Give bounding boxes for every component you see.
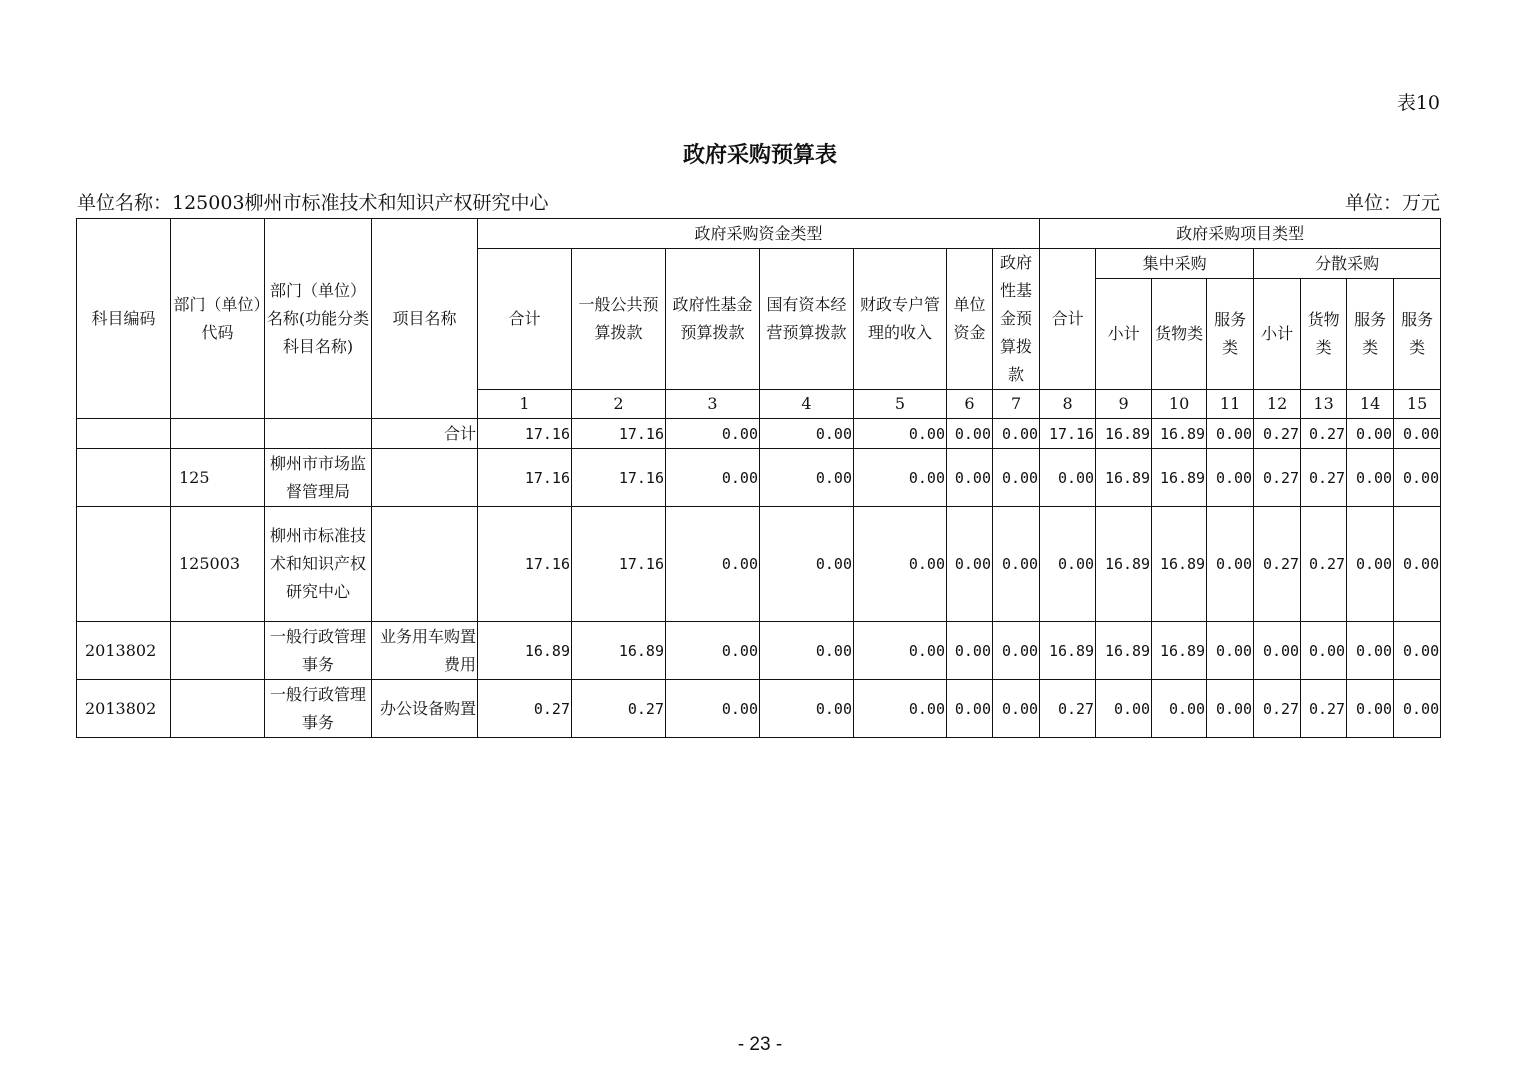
cell-value: 0.00: [1096, 680, 1152, 738]
cell-value: 0.00: [1207, 449, 1254, 507]
cell-value: 0.00: [947, 622, 993, 680]
cell-value: 0.00: [1207, 680, 1254, 738]
cell-value: 0.00: [993, 419, 1040, 449]
header-unit-fund: 单位资金: [947, 249, 993, 390]
cell-value: 0.00: [1394, 449, 1441, 507]
cell-value: 0.27: [572, 680, 666, 738]
cell-value: 17.16: [478, 507, 572, 622]
cell-value: 0.00: [1040, 449, 1096, 507]
procurement-budget-table: [76, 218, 1441, 738]
cell-value: 16.89: [478, 622, 572, 680]
header-centralized: 集中采购: [1096, 249, 1254, 279]
header-c-goods: 货物类: [1152, 279, 1207, 390]
cell-dept-code: [171, 419, 265, 449]
cell-value: 0.00: [1394, 419, 1441, 449]
col-number: 3: [666, 390, 760, 419]
cell-value: 0.00: [1347, 419, 1394, 449]
cell-value: 0.27: [1254, 507, 1301, 622]
table-row: [77, 507, 1441, 622]
cell-value: 0.00: [854, 680, 947, 738]
header-fund-total: 合计: [478, 249, 572, 390]
cell-subject-code: 2013802: [77, 622, 171, 680]
cell-value: 17.16: [572, 449, 666, 507]
header-d-service-1: 服务类: [1347, 279, 1394, 390]
cell-value: 0.00: [1152, 680, 1207, 738]
cell-value: 0.00: [666, 419, 760, 449]
cell-value: 0.00: [993, 449, 1040, 507]
cell-value: 0.00: [1207, 419, 1254, 449]
header-c-service: 服务类: [1207, 279, 1254, 390]
cell-value: 0.00: [854, 622, 947, 680]
header-state-capital: 国有资本经营预算拨款: [760, 249, 854, 390]
cell-project-name: 办公设备购置: [372, 680, 478, 738]
cell-value: 0.00: [760, 507, 854, 622]
cell-value: 0.27: [1301, 419, 1347, 449]
cell-value: 0.00: [947, 449, 993, 507]
header-fiscal-special: 财政专户管理的收入: [854, 249, 947, 390]
col-number: 10: [1152, 390, 1207, 419]
cell-value: 0.00: [1347, 507, 1394, 622]
cell-value: 0.00: [1207, 622, 1254, 680]
cell-value: 0.00: [993, 507, 1040, 622]
cell-value: 0.00: [854, 419, 947, 449]
cell-dept-name: 一般行政管理事务: [265, 680, 372, 738]
col-number: 13: [1301, 390, 1347, 419]
cell-value: 0.27: [1301, 449, 1347, 507]
col-number: 15: [1394, 390, 1441, 419]
cell-value: 0.00: [854, 449, 947, 507]
cell-dept-name: 一般行政管理事务: [265, 622, 372, 680]
col-number: 6: [947, 390, 993, 419]
header-general-budget: 一般公共预算拨款: [572, 249, 666, 390]
cell-value: 0.00: [1347, 680, 1394, 738]
col-number: 14: [1347, 390, 1394, 419]
cell-value: 16.89: [1152, 507, 1207, 622]
header-gov-fund-appropriation: 政府性基金预算拨款: [993, 249, 1040, 390]
cell-subject-code: 2013802: [77, 680, 171, 738]
cell-value: 0.00: [1394, 507, 1441, 622]
cell-dept-name: [265, 419, 372, 449]
col-number: 12: [1254, 390, 1301, 419]
cell-value: 0.00: [1347, 622, 1394, 680]
cell-value: 16.89: [1096, 622, 1152, 680]
cell-value: 16.89: [1152, 622, 1207, 680]
cell-value: 0.00: [947, 680, 993, 738]
cell-dept-code: 125: [171, 449, 265, 507]
col-number: 4: [760, 390, 854, 419]
cell-value: 17.16: [1040, 419, 1096, 449]
cell-value: 16.89: [1096, 419, 1152, 449]
cell-project-name: 业务用车购置费用: [372, 622, 478, 680]
cell-project-name: 合计: [372, 419, 478, 449]
cell-value: 0.00: [666, 622, 760, 680]
cell-subject-code: [77, 507, 171, 622]
cell-value: 16.89: [1152, 419, 1207, 449]
header-c-subtotal: 小计: [1096, 279, 1152, 390]
cell-value: 0.00: [947, 507, 993, 622]
cell-value: 0.00: [1347, 449, 1394, 507]
header-gov-fund-budget: 政府性基金预算拨款: [666, 249, 760, 390]
cell-value: 0.00: [666, 680, 760, 738]
cell-value: 0.00: [1394, 680, 1441, 738]
cell-value: 0.00: [1301, 622, 1347, 680]
unit-name: 单位名称：125003柳州市标准技术和知识产权研究中心: [77, 192, 549, 214]
cell-value: 0.00: [760, 449, 854, 507]
cell-value: 0.00: [666, 449, 760, 507]
cell-value: 0.00: [947, 419, 993, 449]
cell-value: 0.00: [854, 507, 947, 622]
cell-value: 0.27: [1040, 680, 1096, 738]
cell-value: 0.00: [1254, 622, 1301, 680]
header-d-goods: 货物类: [1301, 279, 1347, 390]
header-project-type-group: 政府采购项目类型: [1040, 219, 1441, 249]
col-number: 7: [993, 390, 1040, 419]
table-row: [77, 680, 1441, 738]
header-fund-type-group: 政府采购资金类型: [478, 219, 1040, 249]
table-row: [77, 449, 1441, 507]
header-project-name: 项目名称: [372, 219, 478, 419]
cell-project-name: [372, 449, 478, 507]
cell-value: 0.27: [1254, 449, 1301, 507]
cell-value: 0.00: [760, 419, 854, 449]
col-number: 11: [1207, 390, 1254, 419]
cell-value: 0.00: [1394, 622, 1441, 680]
cell-project-name: [372, 507, 478, 622]
cell-dept-code: [171, 622, 265, 680]
cell-value: 0.00: [666, 507, 760, 622]
table-body: [77, 419, 1441, 738]
cell-value: 17.16: [478, 419, 572, 449]
cell-value: 0.00: [760, 622, 854, 680]
header-subject-code: 科目编码: [77, 219, 171, 419]
page-number: - 23 -: [737, 1034, 783, 1055]
cell-value: 17.16: [572, 507, 666, 622]
col-number: 8: [1040, 390, 1096, 419]
cell-value: 0.27: [1301, 680, 1347, 738]
table-row: [77, 622, 1441, 680]
header-project-total: 合计: [1040, 249, 1096, 390]
col-number: 9: [1096, 390, 1152, 419]
header-d-service-2: 服务类: [1394, 279, 1441, 390]
cell-value: 0.00: [993, 622, 1040, 680]
table-number: 表10: [1396, 92, 1440, 114]
unit-measure: 单位：万元: [1344, 192, 1440, 214]
header-decentralized: 分散采购: [1254, 249, 1441, 279]
cell-value: 16.89: [1040, 622, 1096, 680]
page-title: 政府采购预算表: [682, 142, 837, 168]
table-row: [77, 419, 1441, 449]
cell-value: 0.00: [993, 680, 1040, 738]
cell-value: 0.27: [1301, 507, 1347, 622]
unit-info-row: [77, 188, 1440, 216]
header-dept-name: 部门（单位）名称(功能分类科目名称): [265, 219, 372, 419]
cell-value: 0.00: [760, 680, 854, 738]
cell-value: 0.27: [478, 680, 572, 738]
cell-value: 17.16: [478, 449, 572, 507]
cell-value: 0.00: [1040, 507, 1096, 622]
cell-dept-code: 125003: [171, 507, 265, 622]
cell-value: 0.27: [1254, 419, 1301, 449]
cell-subject-code: [77, 419, 171, 449]
header-d-subtotal: 小计: [1254, 279, 1301, 390]
cell-value: 16.89: [1096, 507, 1152, 622]
cell-subject-code: [77, 449, 171, 507]
cell-value: 16.89: [1096, 449, 1152, 507]
cell-value: 0.00: [1207, 507, 1254, 622]
cell-value: 16.89: [1152, 449, 1207, 507]
cell-dept-code: [171, 680, 265, 738]
col-number: 2: [572, 390, 666, 419]
col-number: 1: [478, 390, 572, 419]
col-number: 5: [854, 390, 947, 419]
header-dept-code: 部门（单位）代码: [171, 219, 265, 419]
cell-value: 17.16: [572, 419, 666, 449]
cell-dept-name: 柳州市标准技术和知识产权研究中心: [265, 507, 372, 622]
cell-value: 16.89: [572, 622, 666, 680]
cell-dept-name: 柳州市市场监督管理局: [265, 449, 372, 507]
cell-value: 0.27: [1254, 680, 1301, 738]
